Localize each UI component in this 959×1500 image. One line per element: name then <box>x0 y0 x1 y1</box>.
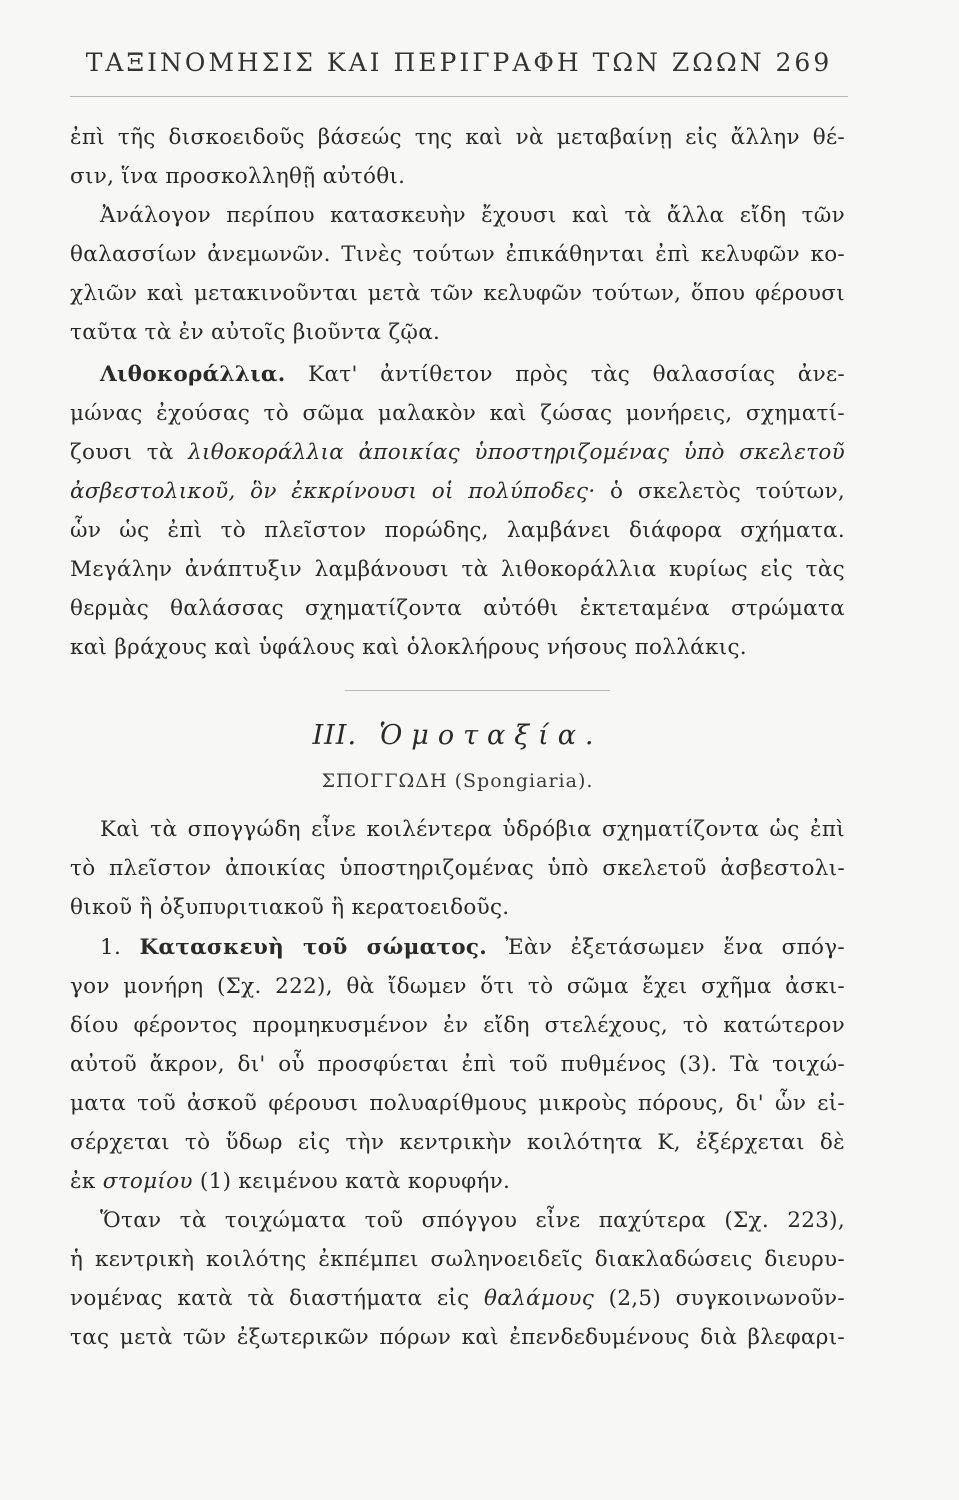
text-line: χλιῶν καὶ μετακινοῦνται μετὰ τῶν κελυφῶν τούτων, ὅπου φέρουσι <box>70 281 845 306</box>
text-span: (1) κειμένου κατὰ κορυφήν. <box>192 1169 511 1194</box>
subsection-heading: Κατασκευὴ τοῦ σώματος. <box>139 935 488 960</box>
paragraph-body-structure <box>70 928 845 1201</box>
text-line <box>70 1279 845 1318</box>
text-line: Ὅταν τὰ τοιχώματα τοῦ σπόγγου εἶνε παχύτερα (Σχ. 223), <box>100 1208 845 1233</box>
italic-span: θαλάμους <box>484 1286 595 1311</box>
text-line: Μεγάλην ἀνάπτυξιν λαμβάνουσι τὰ λιθοκοράλλια κυρίως εἰς τὰς <box>70 557 845 582</box>
text-line <box>70 433 845 472</box>
header-rule <box>70 96 848 97</box>
text-span: Κατ' ἀντίθετον πρὸς τὰς θαλασσίας ἀνε- <box>308 362 845 387</box>
text-line: γον μονήρη (Σχ. 222), θὰ ἴδωμεν ὅτι τὸ σῶμα ἔχει σχῆμα ἀσκι- <box>70 974 845 999</box>
term-lithocorals: Λιθοκοράλλια. <box>100 362 286 387</box>
text-line: ματα τοῦ ἀσκοῦ φέρουσι πολυαρίθμους μικροὺς πόρους, δι' ὧν εἰ- <box>70 1091 845 1116</box>
text-line: μώνας ἐχούσας τὸ σῶμα μαλακὸν καὶ ζώσας μονήρεις, σχηματί- <box>70 401 845 426</box>
paragraph-anemones-end <box>70 118 845 352</box>
section-title: Ὁμοταξία. <box>379 720 603 751</box>
text-line: ἡ κεντρικὴ κοιλότης ἐκπέμπει σωληνοειδεῖς διακλαδώσεις διευρυ- <box>70 1247 845 1272</box>
text-line: θαλασσίων ἀνεμωνῶν. Τινὲς τούτων ἐπικάθηνται ἐπὶ κελυφῶν κο- <box>70 242 845 267</box>
text-line: αὐτοῦ ἄκρον, δι' οὗ προσφύεται ἐπὶ τοῦ πυθμένος (3). Τὰ τοιχώ- <box>70 1052 845 1077</box>
text-line <box>70 928 845 967</box>
section-divider <box>345 690 610 691</box>
text-line: ὧν ὡς ἐπὶ τὸ πλεῖστον πορώδης, λαμβάνει διάφορα σχήματα. <box>70 518 845 543</box>
text-line <box>70 472 845 511</box>
text-span: ἐκ <box>70 1169 103 1194</box>
text-line: καὶ βράχους καὶ ὑφάλους καὶ ὁλοκλήρους νήσους πολλάκις. <box>70 635 747 660</box>
text-line: ταῦτα τὰ ἐν αὐτοῖς βιοῦντα ζῷα. <box>70 320 441 345</box>
text-line: σιν, ἵνα προσκολληθῇ αὐτόθι. <box>70 164 406 189</box>
running-header: ΤΑΞΙΝΟΜΗΣΙΣ ΚΑΙ ΠΕΡΙΓΡΑΦΗ ΤΩΝ ΖΩΩΝ 269 <box>85 48 833 77</box>
text-span: (2,5) συγκοινωνοῦν- <box>594 1286 845 1311</box>
section-heading <box>70 720 845 751</box>
text-line: τας μετὰ τῶν ἐξωτερικῶν πόρων καὶ ἐπενδεδυμένους διὰ βλεφαρι- <box>70 1325 845 1350</box>
section-number: III. <box>312 720 358 751</box>
section-subtitle: ΣΠΟΓΓΩΔΗ (Spongiaria). <box>321 770 594 792</box>
text-line: Ἀνάλογον περίπου κατασκευὴν ἔχουσι καὶ τὰ ἄλλα εἴδη τῶν <box>100 203 845 228</box>
text-line: σέρχεται τὸ ὕδωρ εἰς τὴν κεντρικὴν κοιλότητα Κ, ἐξέρχεται δὲ <box>70 1130 845 1155</box>
text-line: ἐπὶ τῆς δισκοειδοῦς βάσεώς της καὶ νὰ μεταβαίνῃ εἰς ἄλλην θέ- <box>70 125 845 150</box>
text-line: τὸ πλεῖστον ἀποικίας ὑποστηριζομένας ὑπὸ σκελετοῦ ἀσβεστολι- <box>70 856 845 881</box>
italic-span: λιθοκοράλλια ἀποικίας ὑποστηριζομένας ὑπὸ σκελετοῦ <box>188 440 845 465</box>
text-line <box>70 1162 845 1201</box>
paragraph-thick-walls <box>70 1201 845 1357</box>
paragraph-lithocorals <box>70 355 845 667</box>
subsection-number: 1. <box>100 935 122 960</box>
text-line <box>70 355 845 394</box>
text-line: δίου φέροντος προμηκυσμένον ἐν εἴδη στελέχους, τὸ κατώτερον <box>70 1013 845 1038</box>
text-span: νομένας κατὰ τὰ διαστήματα εἰς <box>70 1286 485 1311</box>
text-line: Καὶ τὰ σπογγώδη εἶνε κοιλέντερα ὑδρόβια σχηματίζοντα ὡς ἐπὶ <box>100 817 845 842</box>
text-span: Ἐὰν ἐξετάσωμεν ἕνα σπόγ- <box>487 935 845 960</box>
text-span: ζουσι τὰ <box>70 440 189 465</box>
italic-span: στομίου <box>102 1169 193 1194</box>
text-line: θικοῦ ἢ ὀξυπυριτιακοῦ ἢ κερατοειδοῦς. <box>70 895 510 920</box>
text-line: θερμὰς θαλάσσας σχηματίζοντα αὐτόθι ἐκτεταμένα στρώματα <box>70 596 845 621</box>
italic-span: ἀσβεστολικοῦ, ὃν ἐκκρίνουσι οἱ πολύποδες· <box>70 479 596 504</box>
text-span: ὁ σκελετὸς τούτων, <box>595 479 845 504</box>
paragraph-sponges-intro <box>70 810 845 927</box>
